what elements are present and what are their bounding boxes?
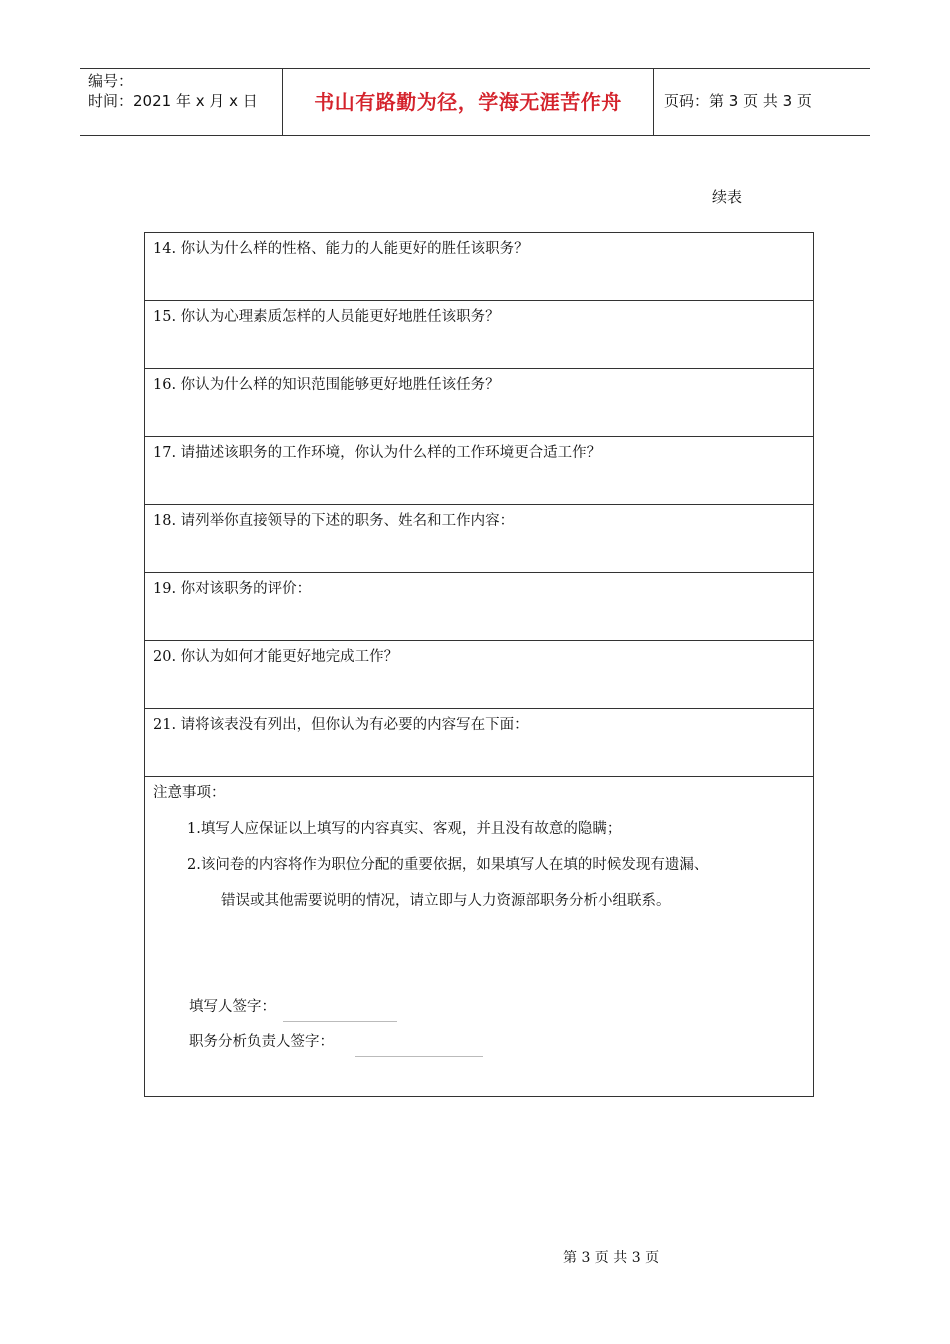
question-text: 14. 你认为什么样的性格、能力的人能更好的胜任该职务？ — [153, 241, 529, 257]
question-row-21[interactable] — [145, 709, 813, 777]
question-text: 18. 请列举你直接领导的下述的职务、姓名和工作内容： — [153, 513, 515, 529]
header-page-info: 页码：第 3 页 共 3 页 — [664, 91, 812, 110]
manager-signature-label: 职务分析负责人签字： — [189, 1034, 334, 1050]
filler-signature-label: 填写人签字： — [189, 999, 276, 1015]
notes-title: 注意事项： — [153, 785, 226, 801]
question-text: 19. 你对该职务的评价： — [153, 581, 312, 597]
continued-label: 续表 — [712, 188, 743, 206]
question-text: 15. 你认为心理素质怎样的人员能更好地胜任该职务？ — [153, 309, 500, 325]
question-row-17[interactable] — [145, 437, 813, 505]
header-motto: 书山有路勤为径，学海无涯苦作舟 — [282, 69, 654, 135]
note-item-2: 2.该问卷的内容将作为职位分配的重要依据，如果填写人在填的时候发现有遗漏、 — [187, 857, 709, 873]
question-text: 20. 你认为如何才能更好地完成工作？ — [153, 649, 399, 665]
question-row-20[interactable] — [145, 641, 813, 709]
question-text: 17. 请描述该职务的工作环境，你认为什么样的工作环境更合适工作？ — [153, 445, 602, 461]
footer-page-number: 第 3 页 共 3 页 — [563, 1250, 660, 1266]
question-text: 21. 请将该表没有列出，但你认为有必要的内容写在下面： — [153, 717, 529, 733]
filler-signature-field[interactable] — [283, 1021, 397, 1022]
question-row-14[interactable] — [145, 233, 813, 301]
note-item-1: 1.填写人应保证以上填写的内容真实、客观，并且没有故意的隐瞒； — [187, 821, 622, 837]
question-row-16[interactable] — [145, 369, 813, 437]
question-row-19[interactable] — [145, 573, 813, 641]
notes-section — [145, 777, 813, 1096]
question-row-15[interactable] — [145, 301, 813, 369]
questionnaire-table — [144, 232, 814, 1097]
manager-signature-field[interactable] — [355, 1056, 483, 1057]
question-text: 16. 你认为什么样的知识范围能够更好地胜任该任务？ — [153, 377, 500, 393]
document-date: 时间：2021 年 x 月 x 日 — [88, 92, 258, 110]
note-item-2-continued: 错误或其他需要说明的情况，请立即与人力资源部职务分析小组联系。 — [221, 893, 671, 909]
question-row-18[interactable] — [145, 505, 813, 573]
document-number-label: 编号： — [88, 72, 134, 90]
page-header — [80, 68, 870, 136]
header-meta — [80, 69, 282, 135]
